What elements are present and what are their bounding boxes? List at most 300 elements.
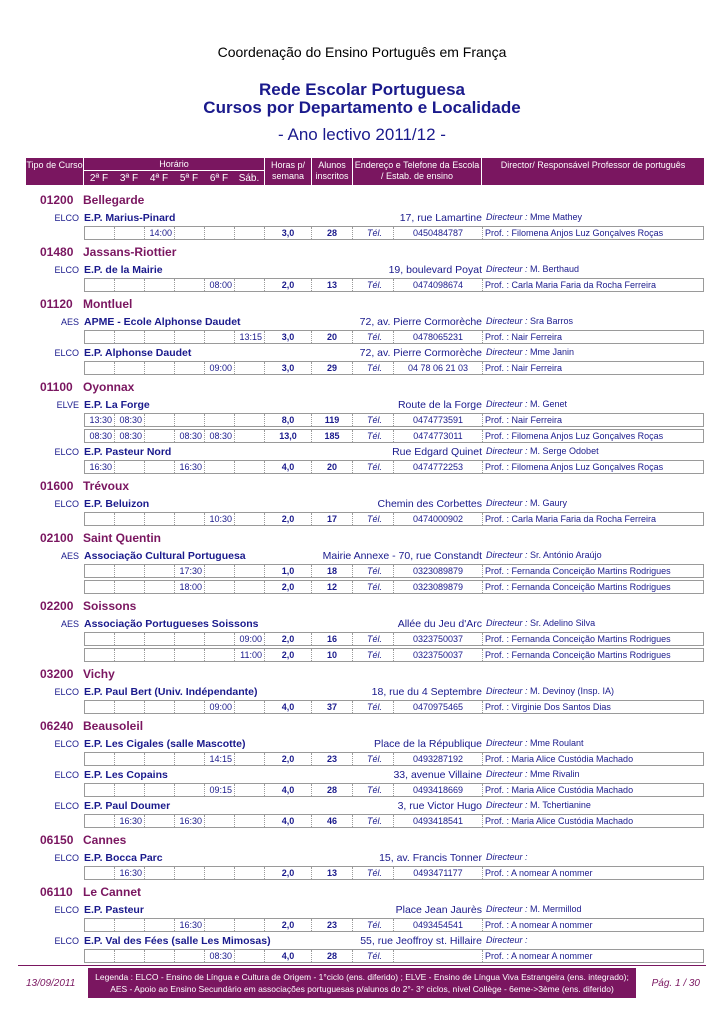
schedule-time bbox=[205, 581, 235, 593]
student-count: 28 bbox=[312, 950, 353, 962]
school-address: 19, boulevard Poyat bbox=[388, 264, 482, 276]
school-entry bbox=[0, 768, 724, 784]
phone-label: Tél. bbox=[353, 784, 394, 796]
schedule-time bbox=[115, 919, 145, 931]
school-address: 18, rue du 4 Septembre bbox=[371, 686, 482, 698]
schedule-time bbox=[205, 331, 235, 343]
col-day: 5ª F bbox=[174, 170, 204, 185]
postal-code: 01100 bbox=[40, 380, 73, 394]
table-row bbox=[84, 330, 704, 344]
school-address: Rue Edgard Quinet bbox=[392, 446, 482, 458]
director-name: Mme Janin bbox=[530, 347, 575, 357]
course-type: ELCO bbox=[54, 213, 79, 223]
director-label: Directeur : bbox=[486, 264, 528, 274]
phone-label: Tél. bbox=[353, 414, 394, 426]
weekly-hours: 2,0 bbox=[265, 649, 312, 661]
schedule-time bbox=[175, 227, 205, 239]
school-entry bbox=[0, 737, 724, 753]
director-name: Sr. Adelino Silva bbox=[530, 618, 596, 628]
school-address: Route de la Forge bbox=[397, 399, 482, 411]
director-name: M. Serge Odobet bbox=[530, 446, 599, 456]
phone-number: 0493418669 bbox=[394, 784, 483, 796]
schedule-time bbox=[175, 414, 205, 426]
course-type: ELCO bbox=[54, 739, 79, 749]
phone-label: Tél. bbox=[353, 633, 394, 645]
schedule-time bbox=[175, 950, 205, 962]
schedule-time bbox=[115, 331, 145, 343]
schedule-time bbox=[205, 815, 235, 827]
col-day: Sáb. bbox=[234, 170, 264, 185]
phone-number: 0474773591 bbox=[394, 414, 483, 426]
table-row bbox=[84, 918, 704, 932]
schedule-time bbox=[175, 784, 205, 796]
course-type: ELCO bbox=[54, 265, 79, 275]
location-heading bbox=[40, 297, 132, 311]
schedule-time: 13:15 bbox=[235, 331, 265, 343]
schedule-time bbox=[235, 414, 265, 426]
schedule-time: 14:15 bbox=[205, 753, 235, 765]
director bbox=[486, 212, 582, 222]
table-row bbox=[84, 429, 704, 443]
schedule-time: 16:30 bbox=[115, 815, 145, 827]
school-name: E.P. Pasteur Nord bbox=[84, 446, 172, 458]
schedule-time bbox=[235, 461, 265, 473]
schedule-time bbox=[235, 919, 265, 931]
phone-number: 0474772253 bbox=[394, 461, 483, 473]
schedule-time: 16:30 bbox=[175, 919, 205, 931]
course-type: ELCO bbox=[54, 687, 79, 697]
director bbox=[486, 347, 574, 357]
postal-code: 06110 bbox=[40, 885, 73, 899]
school-address: 15, av. Francis Tonner bbox=[379, 852, 482, 864]
school-name: Associação Portugueses Soissons bbox=[84, 618, 259, 630]
phone-number: 0470975465 bbox=[394, 701, 483, 713]
schedule-time bbox=[145, 701, 175, 713]
weekly-hours: 2,0 bbox=[265, 753, 312, 765]
course-type: ELCO bbox=[54, 801, 79, 811]
teacher: Prof. : A nomear A nommer bbox=[485, 951, 593, 961]
school-name: E.P. Beluizon bbox=[84, 498, 150, 510]
schedule-time: 08:30 bbox=[115, 414, 145, 426]
weekly-hours: 1,0 bbox=[265, 565, 312, 577]
postal-code: 01200 bbox=[40, 193, 74, 207]
schedule-time bbox=[205, 414, 235, 426]
document-subtitle: Cursos por Departamento e Localidade bbox=[203, 98, 521, 117]
postal-code: 01120 bbox=[40, 297, 73, 311]
schedule-time bbox=[115, 227, 145, 239]
schedule-time bbox=[175, 649, 205, 661]
school-address: 33, avenue Villaine bbox=[393, 769, 482, 781]
student-count: 185 bbox=[312, 430, 353, 442]
course-type: AES bbox=[60, 551, 79, 561]
director-label: Directeur : bbox=[486, 399, 528, 409]
director-label: Directeur : bbox=[486, 686, 528, 696]
phone-number: 0323089879 bbox=[394, 565, 483, 577]
schedule-time bbox=[205, 919, 235, 931]
teacher: Prof. : Maria Alice Custódia Machado bbox=[485, 754, 634, 764]
location-heading bbox=[40, 380, 134, 394]
table-row bbox=[84, 814, 704, 828]
weekly-hours: 2,0 bbox=[265, 633, 312, 645]
schedule-time bbox=[115, 513, 145, 525]
student-count: 29 bbox=[312, 362, 353, 374]
phone-label: Tél. bbox=[353, 867, 394, 879]
schedule-time bbox=[175, 331, 205, 343]
student-count: 13 bbox=[312, 867, 353, 879]
legend-line: Legenda : ELCO - Ensino de Língua e Cultura de Origem - 1°ciclo (ens. diferido) ; ELVE - Ensino de Língua Viva Estrangeira (ens. integrado); bbox=[95, 972, 629, 982]
school-entry bbox=[0, 263, 724, 279]
schedule-time bbox=[205, 867, 235, 879]
teacher: Prof. : A nomear A nommer bbox=[485, 920, 593, 930]
schedule-time bbox=[235, 701, 265, 713]
director bbox=[486, 550, 602, 560]
location-heading bbox=[40, 531, 161, 545]
school-name: E.P. Bocca Parc bbox=[84, 852, 163, 864]
director-label: Directeur : bbox=[486, 738, 528, 748]
director bbox=[486, 800, 591, 810]
course-type: ELCO bbox=[54, 936, 79, 946]
teacher: Prof. : Filomena Anjos Luz Gonçalves Roças bbox=[485, 431, 664, 441]
schedule-time bbox=[235, 513, 265, 525]
schedule-time: 16:30 bbox=[175, 461, 205, 473]
city-name: Trévoux bbox=[83, 479, 130, 493]
school-entry bbox=[0, 398, 724, 414]
school-address: Allée du Jeu d'Arc bbox=[397, 618, 482, 630]
course-type: ELCO bbox=[54, 853, 79, 863]
weekly-hours: 4,0 bbox=[265, 701, 312, 713]
location-heading bbox=[40, 719, 143, 733]
school-name: E.P. Paul Bert (Univ. Indépendante) bbox=[84, 686, 258, 698]
director-name: M. Devinoy (Insp. IA) bbox=[530, 686, 615, 696]
schedule-time bbox=[235, 279, 265, 291]
schedule-time: 16:30 bbox=[115, 867, 145, 879]
weekly-hours: 2,0 bbox=[265, 581, 312, 593]
schedule-time bbox=[175, 867, 205, 879]
weekly-hours: 8,0 bbox=[265, 414, 312, 426]
schedule-time bbox=[85, 815, 115, 827]
schedule-time bbox=[85, 581, 115, 593]
school-entry bbox=[0, 497, 724, 513]
schedule-time bbox=[85, 867, 115, 879]
schedule-time bbox=[235, 815, 265, 827]
col-day: 6ª F bbox=[204, 170, 234, 185]
schedule-time bbox=[115, 565, 145, 577]
phone-label: Tél. bbox=[353, 919, 394, 931]
director-name: M. Genet bbox=[530, 399, 568, 409]
teacher: Prof. : Fernanda Conceição Martins Rodrigues bbox=[485, 582, 671, 592]
student-count: 23 bbox=[312, 753, 353, 765]
schedule-time bbox=[235, 565, 265, 577]
location-heading bbox=[40, 885, 141, 899]
phone-number: 0323750037 bbox=[394, 649, 483, 661]
schedule-time bbox=[85, 362, 115, 374]
director bbox=[486, 264, 579, 274]
postal-code: 03200 bbox=[40, 667, 74, 681]
phone-number: 0474773011 bbox=[394, 430, 483, 442]
phone-number: 0474098674 bbox=[394, 279, 483, 291]
schedule-time: 08:30 bbox=[205, 430, 235, 442]
phone-number: 0323089879 bbox=[394, 581, 483, 593]
student-count: 20 bbox=[312, 461, 353, 473]
location-heading bbox=[40, 833, 126, 847]
school-address: Chemin des Corbettes bbox=[377, 498, 482, 510]
teacher: Prof. : Nair Ferreira bbox=[485, 363, 563, 373]
director-label: Directeur : bbox=[486, 935, 528, 945]
col-horas: Horas p/ semana bbox=[265, 158, 311, 185]
student-count: 17 bbox=[312, 513, 353, 525]
schedule-time bbox=[85, 227, 115, 239]
schedule-time: 09:00 bbox=[235, 633, 265, 645]
schedule-time bbox=[235, 362, 265, 374]
phone-number: 0493454541 bbox=[394, 919, 483, 931]
student-count: 37 bbox=[312, 701, 353, 713]
schedule-time bbox=[205, 565, 235, 577]
course-type: ELCO bbox=[54, 348, 79, 358]
course-type: ELCO bbox=[54, 905, 79, 915]
schedule-time bbox=[115, 753, 145, 765]
director bbox=[486, 935, 528, 945]
student-count: 119 bbox=[312, 414, 353, 426]
schedule-time bbox=[145, 919, 175, 931]
course-type: AES bbox=[60, 619, 79, 629]
school-address: 17, rue Lamartine bbox=[399, 212, 482, 224]
course-type: ELCO bbox=[54, 499, 79, 509]
schedule-time bbox=[85, 784, 115, 796]
student-count: 23 bbox=[312, 919, 353, 931]
document-title: Rede Escolar Portuguesa bbox=[259, 80, 465, 99]
schedule-time bbox=[85, 279, 115, 291]
schedule-time bbox=[205, 633, 235, 645]
course-type: ELCO bbox=[54, 447, 79, 457]
school-name: Associação Cultural Portuguesa bbox=[84, 550, 246, 562]
director-name: M. Berthaud bbox=[530, 264, 580, 274]
city-name: Soissons bbox=[83, 599, 137, 613]
school-name: E.P. Les Cigales (salle Mascotte) bbox=[84, 738, 246, 750]
schedule-time bbox=[205, 461, 235, 473]
schedule-time bbox=[235, 227, 265, 239]
schedule-time bbox=[145, 753, 175, 765]
schedule-time bbox=[175, 513, 205, 525]
director bbox=[486, 852, 528, 862]
phone-label: Tél. bbox=[353, 649, 394, 661]
location-heading bbox=[40, 599, 136, 613]
col-director: Director/ Responsável Professor de português bbox=[482, 158, 704, 185]
postal-code: 02100 bbox=[40, 531, 74, 545]
school-entry bbox=[0, 346, 724, 362]
student-count: 28 bbox=[312, 784, 353, 796]
director-name: M. Tchertianine bbox=[530, 800, 591, 810]
table-row bbox=[84, 564, 704, 578]
director-label: Directeur : bbox=[486, 904, 528, 914]
schedule-time bbox=[235, 581, 265, 593]
schedule-time: 11:00 bbox=[235, 649, 265, 661]
director bbox=[486, 316, 573, 326]
phone-number: 0478065231 bbox=[394, 331, 483, 343]
director-label: Directeur : bbox=[486, 316, 528, 326]
postal-code: 01600 bbox=[40, 479, 74, 493]
schedule-time: 08:00 bbox=[205, 279, 235, 291]
teacher: Prof. : Carla Maria Faria da Rocha Ferreira bbox=[485, 280, 657, 290]
schedule-time bbox=[115, 633, 145, 645]
schedule-time bbox=[205, 227, 235, 239]
phone-label: Tél. bbox=[353, 362, 394, 374]
schedule-time bbox=[175, 701, 205, 713]
schedule-time bbox=[85, 753, 115, 765]
student-count: 18 bbox=[312, 565, 353, 577]
schedule-time bbox=[145, 581, 175, 593]
location-heading bbox=[40, 193, 144, 207]
schedule-time bbox=[145, 950, 175, 962]
director bbox=[486, 769, 580, 779]
student-count: 12 bbox=[312, 581, 353, 593]
teacher: Prof. : Nair Ferreira bbox=[485, 415, 563, 425]
schedule-time bbox=[115, 649, 145, 661]
director-label: Directeur : bbox=[486, 550, 528, 560]
table-row bbox=[84, 866, 704, 880]
director-name: Mme Rivalin bbox=[530, 769, 580, 779]
schedule-time bbox=[85, 565, 115, 577]
city-name: Oyonnax bbox=[83, 380, 135, 394]
weekly-hours: 4,0 bbox=[265, 950, 312, 962]
schedule-time bbox=[115, 362, 145, 374]
weekly-hours: 4,0 bbox=[265, 784, 312, 796]
table-row bbox=[84, 949, 704, 963]
schedule-time bbox=[145, 649, 175, 661]
student-count: 16 bbox=[312, 633, 353, 645]
phone-label: Tél. bbox=[353, 950, 394, 962]
teacher: Prof. : Maria Alice Custódia Machado bbox=[485, 785, 634, 795]
phone-label: Tél. bbox=[353, 279, 394, 291]
phone-label: Tél. bbox=[353, 227, 394, 239]
director bbox=[486, 618, 595, 628]
location-heading bbox=[40, 667, 115, 681]
legend bbox=[88, 968, 636, 998]
city-name: Le Cannet bbox=[83, 885, 142, 899]
schedule-time bbox=[235, 950, 265, 962]
weekly-hours: 4,0 bbox=[265, 461, 312, 473]
school-name: E.P. Val des Fées (salle Les Mimosas) bbox=[84, 935, 271, 947]
school-entry bbox=[0, 934, 724, 950]
page-number: Pág. 1 / 30 bbox=[651, 978, 700, 989]
schedule-time bbox=[85, 950, 115, 962]
table-row bbox=[84, 413, 704, 427]
phone-number: 0493287192 bbox=[394, 753, 483, 765]
schedule-time bbox=[85, 633, 115, 645]
phone-number: 0493471177 bbox=[394, 867, 483, 879]
weekly-hours: 2,0 bbox=[265, 513, 312, 525]
director bbox=[486, 446, 599, 456]
schedule-time bbox=[85, 919, 115, 931]
postal-code: 01480 bbox=[40, 245, 74, 259]
school-entry bbox=[0, 799, 724, 815]
school-name: E.P. Les Copains bbox=[84, 769, 168, 781]
school-name: APME - Ecole Alphonse Daudet bbox=[84, 316, 241, 328]
student-count: 13 bbox=[312, 279, 353, 291]
course-type: ELVE bbox=[56, 400, 79, 410]
student-count: 28 bbox=[312, 227, 353, 239]
schedule-time bbox=[235, 867, 265, 879]
schedule-time bbox=[145, 565, 175, 577]
teacher: Prof. : Nair Ferreira bbox=[485, 332, 563, 342]
weekly-hours: 2,0 bbox=[265, 279, 312, 291]
organization-title: Coordenação do Ensino Português em França bbox=[217, 44, 507, 60]
schedule-time: 16:30 bbox=[85, 461, 115, 473]
school-entry bbox=[0, 211, 724, 227]
school-address: Mairie Annexe - 70, rue Constandt bbox=[322, 550, 482, 562]
table-row bbox=[84, 361, 704, 375]
director-name: Sra Barros bbox=[530, 316, 574, 326]
schedule-time bbox=[175, 362, 205, 374]
schedule-time bbox=[145, 784, 175, 796]
director-name: M. Mermillod bbox=[530, 904, 582, 914]
table-row bbox=[84, 752, 704, 766]
schedule-time bbox=[85, 649, 115, 661]
teacher: Prof. : Carla Maria Faria da Rocha Ferreira bbox=[485, 514, 657, 524]
school-address: Place Jean Jaurès bbox=[395, 904, 482, 916]
schedule-time bbox=[85, 331, 115, 343]
phone-label: Tél. bbox=[353, 461, 394, 473]
schedule-time bbox=[235, 430, 265, 442]
schedule-time bbox=[115, 784, 145, 796]
director bbox=[486, 738, 584, 748]
teacher: Prof. : Maria Alice Custódia Machado bbox=[485, 816, 634, 826]
schedule-time bbox=[85, 701, 115, 713]
city-name: Jassans-Riottier bbox=[83, 245, 177, 259]
schedule-time bbox=[115, 581, 145, 593]
director-label: Directeur : bbox=[486, 618, 528, 628]
course-type: AES bbox=[60, 317, 79, 327]
school-entry bbox=[0, 315, 724, 331]
city-name: Cannes bbox=[83, 833, 127, 847]
location-heading bbox=[40, 245, 176, 259]
school-name: E.P. Marius-Pinard bbox=[84, 212, 176, 224]
school-address: 72, av. Pierre Cormorèche bbox=[359, 347, 482, 359]
schedule-time: 09:00 bbox=[205, 362, 235, 374]
student-count: 10 bbox=[312, 649, 353, 661]
weekly-hours: 2,0 bbox=[265, 867, 312, 879]
director-label: Directeur : bbox=[486, 769, 528, 779]
teacher: Prof. : Fernanda Conceição Martins Rodrigues bbox=[485, 650, 671, 660]
location-heading bbox=[40, 479, 129, 493]
school-address: Place de la République bbox=[374, 738, 482, 750]
school-address: 72, av. Pierre Cormorèche bbox=[359, 316, 482, 328]
phone-number: 0493418541 bbox=[394, 815, 483, 827]
school-year: - Ano lectivo 2011/12 - bbox=[278, 125, 446, 144]
teacher: Prof. : Fernanda Conceição Martins Rodrigues bbox=[485, 634, 671, 644]
director-label: Directeur : bbox=[486, 446, 528, 456]
schedule-time bbox=[235, 784, 265, 796]
phone-label: Tél. bbox=[353, 430, 394, 442]
phone-number bbox=[394, 950, 483, 962]
col-day: 4ª F bbox=[144, 170, 174, 185]
table-row bbox=[84, 632, 704, 646]
legend-line: AES - Apoio ao Ensino Secundário em associações portuguesas p/alunos do 2°- 3° ciclos, nível Collège - 6eme->3ème (ens. diferido) bbox=[110, 984, 614, 994]
schedule-time: 16:30 bbox=[175, 815, 205, 827]
schedule-time: 14:00 bbox=[145, 227, 175, 239]
schedule-time bbox=[115, 701, 145, 713]
school-entry bbox=[0, 685, 724, 701]
col-endereco: Endereço e Telefone da Escola / Estab. de ensino bbox=[353, 158, 481, 185]
print-date: 13/09/2011 bbox=[26, 978, 76, 989]
director-name: Mme Roulant bbox=[530, 738, 584, 748]
teacher: Prof. : A nomear A nommer bbox=[485, 868, 593, 878]
schedule-time: 09:15 bbox=[205, 784, 235, 796]
city-name: Beausoleil bbox=[83, 719, 144, 733]
school-name: E.P. La Forge bbox=[84, 399, 150, 411]
table-row bbox=[84, 580, 704, 594]
schedule-time bbox=[175, 279, 205, 291]
director bbox=[486, 399, 567, 409]
